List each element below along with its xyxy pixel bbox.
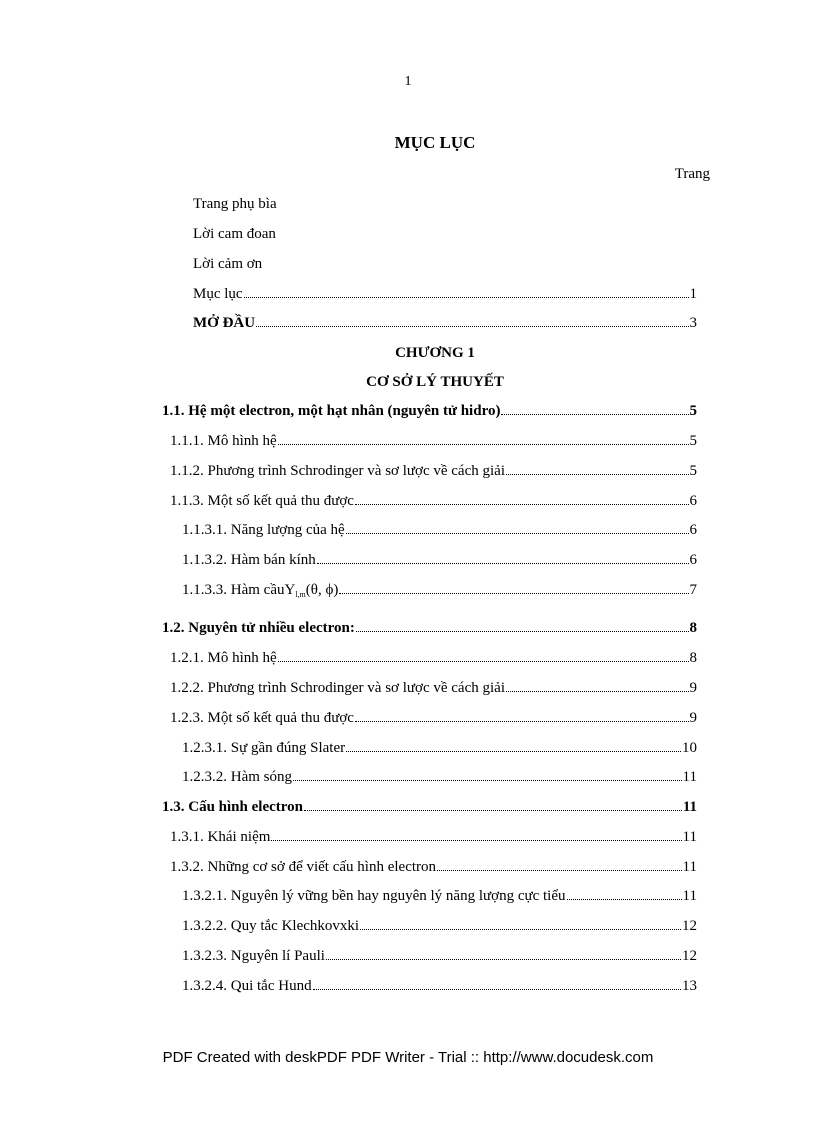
dot-leader (356, 631, 689, 632)
dot-leader (506, 691, 689, 692)
toc-entry-label: 1.3.2.1. Nguyên lý vững bền hay nguyên lý năng lượng cực tiểu (182, 888, 566, 904)
toc-entry-page: 3 (689, 315, 697, 331)
toc-entry-page: 6 (689, 493, 697, 509)
toc-entry-label: 1.3.2. Những cơ sở để viết cấu hình electron (170, 859, 437, 875)
toc-entry-page: 11 (682, 859, 697, 875)
front-matter-item: Lời cam đoan (193, 226, 276, 242)
toc-entry-page: 1 (689, 286, 697, 302)
toc-entry[interactable] (193, 315, 697, 332)
dot-leader (506, 474, 689, 475)
toc-entry[interactable] (170, 463, 697, 480)
toc-entry[interactable] (170, 710, 697, 727)
toc-entry-page: 12 (682, 948, 697, 964)
pdf-watermark-footer: PDF Created with deskPDF PDF Writer - Trial :: http://www.docudesk.com (162, 1049, 654, 1066)
toc-entry-label: 1.1. Hệ một electron, một hạt nhân (nguyên tử hidro) (162, 403, 501, 419)
toc-entry-page: 13 (682, 978, 697, 994)
toc-entry-page: 5 (689, 403, 697, 419)
toc-entry-page: 6 (689, 552, 697, 568)
toc-entry[interactable] (182, 948, 697, 965)
toc-entry-label: Mục lục (193, 286, 243, 302)
toc-entry-label: 1.1.3. Một số kết quả thu được (170, 493, 354, 509)
toc-entry-label: 1.2. Nguyên tử nhiều electron: (162, 620, 355, 636)
toc-entry-page: 11 (682, 799, 697, 815)
dot-leader (501, 414, 688, 415)
dot-leader (244, 297, 689, 298)
dot-leader (437, 870, 682, 871)
dot-leader (313, 989, 681, 990)
dot-leader (278, 444, 689, 445)
toc-entry-label: 1.2.3.1. Sự gần đúng Slater (182, 740, 346, 756)
toc-entry[interactable] (162, 620, 697, 637)
toc-entry-label: 1.1.3.1. Năng lượng của hệ (182, 522, 345, 538)
chapter-number: CHƯƠNG 1 (395, 345, 475, 361)
toc-entry[interactable] (162, 403, 697, 420)
dot-leader (346, 751, 681, 752)
toc-entry-page: 9 (689, 710, 697, 726)
page-number: 1 (404, 74, 412, 89)
toc-entry[interactable] (182, 978, 697, 995)
toc-entry-page: 5 (689, 463, 697, 479)
dot-leader (346, 533, 689, 534)
dot-leader (317, 563, 689, 564)
toc-entry-label: 1.1.2. Phương trình Schrodinger và sơ lược về cách giải (170, 463, 505, 479)
toc-entry[interactable] (170, 433, 697, 450)
toc-entry-page: 11 (682, 888, 697, 904)
toc-entry[interactable] (182, 769, 697, 786)
toc-entry-label: 1.3.2.3. Nguyên lí Pauli (182, 948, 325, 964)
dot-leader (355, 721, 689, 722)
toc-entry-label: 1.2.3.2. Hàm sóng (182, 769, 292, 785)
toc-entry-label: 1.3.2.2. Quy tắc Klechkovxki (182, 918, 360, 934)
dot-leader (271, 840, 681, 841)
toc-entry-page: 5 (689, 433, 697, 449)
toc-entry-label: 1.3.1. Khái niệm (170, 829, 271, 845)
toc-entry-page: 9 (689, 680, 697, 696)
toc-entry-label: 1.2.3. Một số kết quả thu được (170, 710, 354, 726)
toc-entry-page: 11 (682, 829, 697, 845)
front-matter-item: Trang phụ bìa (193, 196, 277, 212)
toc-entry-page: 11 (682, 769, 697, 785)
dot-leader (355, 504, 689, 505)
toc-entry-page: 8 (689, 620, 697, 636)
dot-leader (293, 780, 682, 781)
toc-entry-label: MỞ ĐẦU (193, 315, 256, 331)
front-matter-item: Lời cảm ơn (193, 256, 263, 272)
toc-entry[interactable] (170, 680, 697, 697)
toc-entry-label: 1.3. Cấu hình electron (162, 799, 303, 815)
toc-entry[interactable] (182, 918, 697, 935)
page-column-label: Trang (674, 166, 710, 182)
toc-entry-label: 1.2.1. Mô hình hệ (170, 650, 277, 666)
spherical-harmonic-formula: $Y_{l,m}(\theta$, ϕ) (284, 582, 339, 599)
toc-entry[interactable] (182, 552, 697, 569)
toc-entry-label: 1.3.2.4. Qui tắc Hund (182, 978, 312, 994)
toc-entry-label: 1.1.3.3. Hàm cầu (182, 582, 285, 598)
dot-leader (360, 929, 681, 930)
toc-entry[interactable] (182, 740, 697, 757)
dot-leader (304, 810, 682, 811)
dot-leader (256, 326, 688, 327)
toc-entry-label: 1.2.2. Phương trình Schrodinger và sơ lược về cách giải (170, 680, 505, 696)
toc-entry-page: 8 (689, 650, 697, 666)
toc-entry-label: 1.1.3.2. Hàm bán kính (182, 552, 316, 568)
toc-entry[interactable] (182, 888, 697, 905)
toc-entry-page: 12 (682, 918, 697, 934)
toc-entry-page: 6 (689, 522, 697, 538)
toc-entry-label: 1.1.1. Mô hình hệ (170, 433, 277, 449)
chapter-title: CƠ SỞ LÝ THUYẾT (366, 374, 504, 390)
toc-entry[interactable] (182, 582, 697, 599)
dot-leader (326, 959, 681, 960)
toc-entry[interactable] (170, 493, 697, 510)
toc-entry[interactable] (193, 286, 697, 303)
dot-leader (339, 593, 688, 594)
dot-leader (278, 661, 689, 662)
toc-title: MỤC LỤC (394, 133, 476, 152)
toc-entry[interactable] (170, 829, 697, 846)
dot-leader (567, 899, 682, 900)
toc-entry-page: 7 (689, 582, 697, 598)
toc-entry[interactable] (170, 859, 697, 876)
toc-entry[interactable] (162, 799, 697, 816)
toc-entry-page: 10 (682, 740, 697, 756)
toc-entry[interactable] (170, 650, 697, 667)
toc-entry[interactable] (182, 522, 697, 539)
